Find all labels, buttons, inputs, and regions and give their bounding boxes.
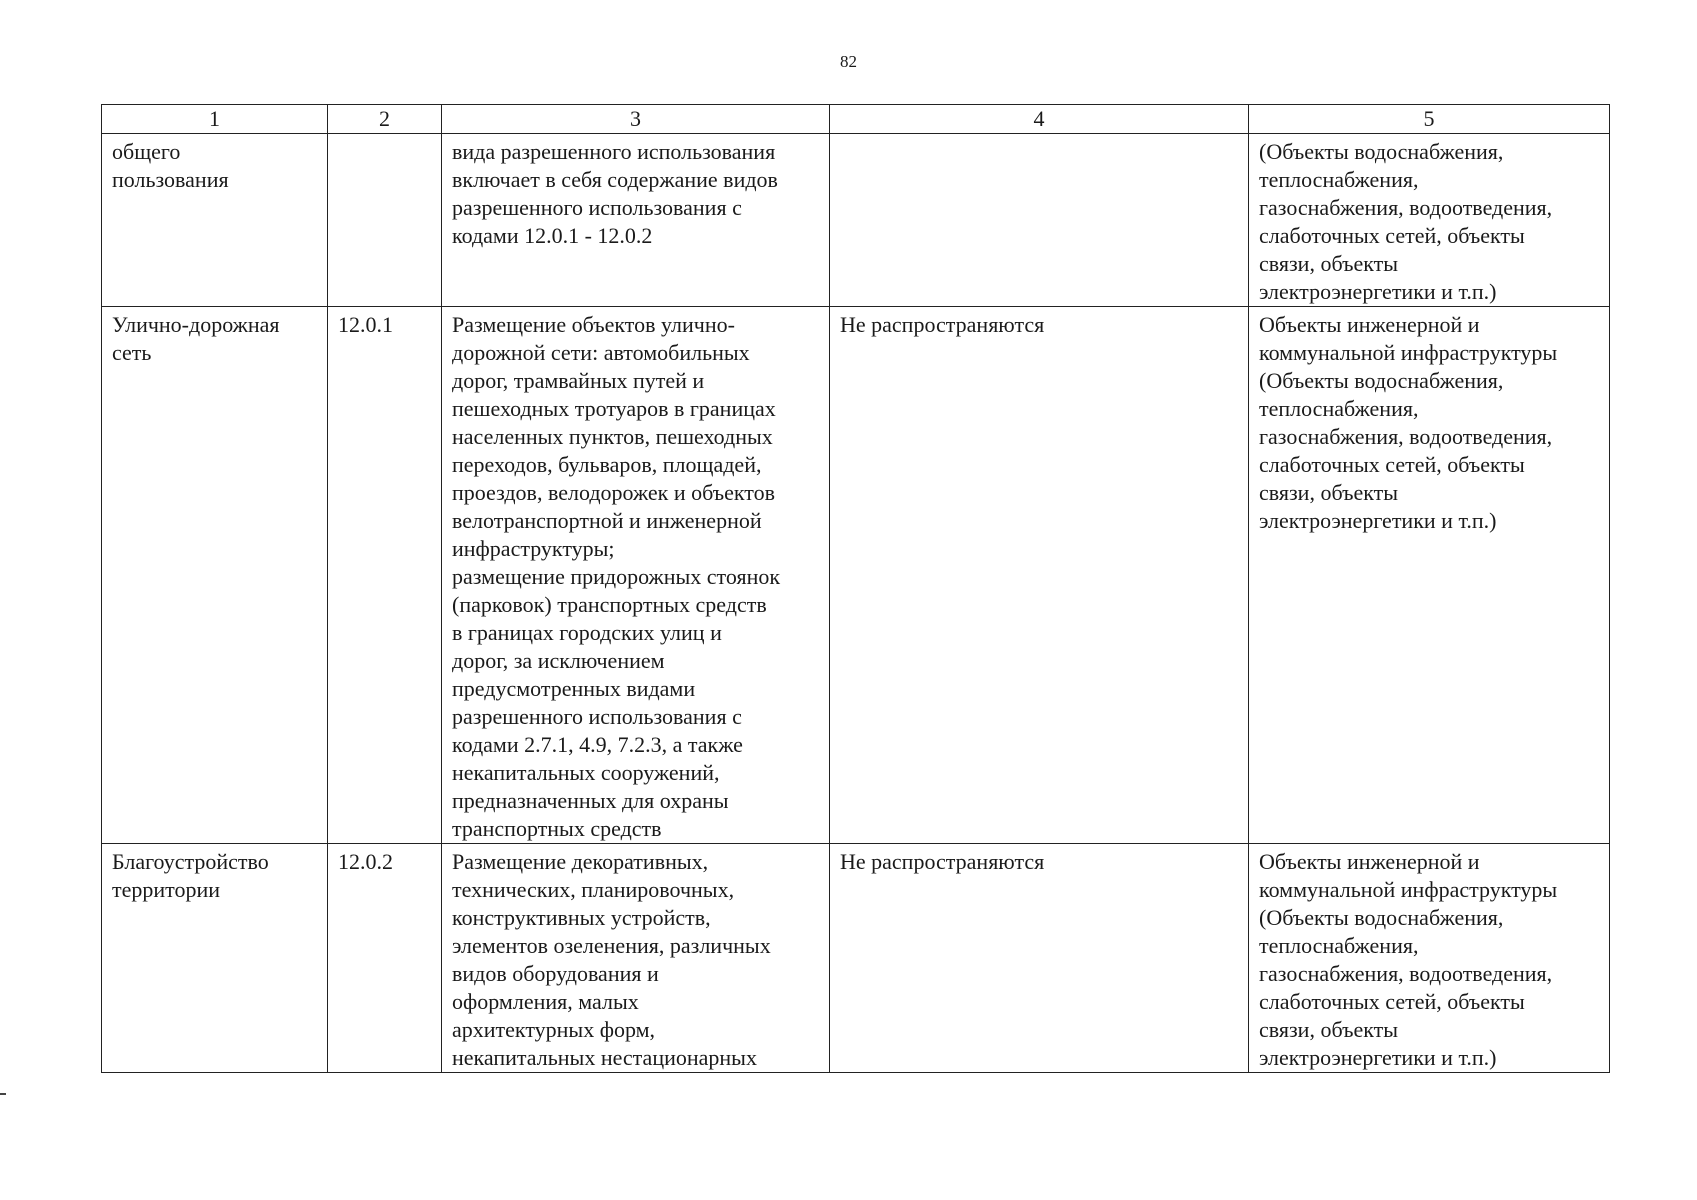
table-row xyxy=(102,307,1610,844)
page-number: 82 xyxy=(840,52,857,71)
use-limits-cell: Не распространяются xyxy=(830,844,1249,1073)
use-limits-cell xyxy=(830,134,1249,307)
column-header-5: 5 xyxy=(1249,105,1610,134)
column-header-3: 3 xyxy=(442,105,830,134)
use-description-cell: Размещение декоративных, технических, планировочных, конструктивных устройств, элементов озеленения, различных видов оборудования и оформления, малых архитектурных форм, некапитальных нестационарных xyxy=(442,844,830,1073)
use-limits-cell: Не распространяются xyxy=(830,307,1249,844)
scan-mark xyxy=(0,1093,6,1095)
use-code-cell: 12.0.1 xyxy=(328,307,442,844)
column-header-2: 2 xyxy=(328,105,442,134)
table-row xyxy=(102,844,1610,1073)
use-code-cell: 12.0.2 xyxy=(328,844,442,1073)
table-row xyxy=(102,134,1610,307)
use-name-cell: Улично-дорожная сеть xyxy=(102,307,328,844)
column-header-4: 4 xyxy=(830,105,1249,134)
use-name-cell: общего пользования xyxy=(102,134,328,307)
use-objects-cell: (Объекты водоснабжения, теплоснабжения, газоснабжения, водоотведения, слаботочных сетей, объекты связи, объекты электроэнергетики и т.п.) xyxy=(1249,134,1610,307)
use-name-cell: Благоустройство территории xyxy=(102,844,328,1073)
column-header-1: 1 xyxy=(102,105,328,134)
use-description-cell: Размещение объектов улично- дорожной сети: автомобильных дорог, трамвайных путей и пешеходных тротуаров в границах населенных пунктов, пешеходных переходов, бульваров, площадей, проездов, велодорожек и объектов велотранспортной и инженерной инфраструктуры; размещение придорожных стоянок (парковок) транспортных средств в границах городских улиц и дорог, за исключением предусмотренных видами разрешенного использования с кодами 2.7.1, 4.9, 7.2.3, а также некапитальных сооружений, предназначенных для охраны транспортных средств xyxy=(442,307,830,844)
use-description-cell: вида разрешенного использования включает в себя содержание видов разрешенного использования с кодами 12.0.1 - 12.0.2 xyxy=(442,134,830,307)
use-code-cell xyxy=(328,134,442,307)
use-objects-cell: Объекты инженерной и коммунальной инфраструктуры (Объекты водоснабжения, теплоснабжения, газоснабжения, водоотведения, слаботочных сетей, объекты связи, объекты электроэнергетики и т.п.) xyxy=(1249,844,1610,1073)
table-header-row xyxy=(102,105,1610,134)
use-objects-cell: Объекты инженерной и коммунальной инфраструктуры (Объекты водоснабжения, теплоснабжения, газоснабжения, водоотведения, слаботочных сетей, объекты связи, объекты электроэнергетики и т.п.) xyxy=(1249,307,1610,844)
land-use-table xyxy=(101,104,1610,1073)
